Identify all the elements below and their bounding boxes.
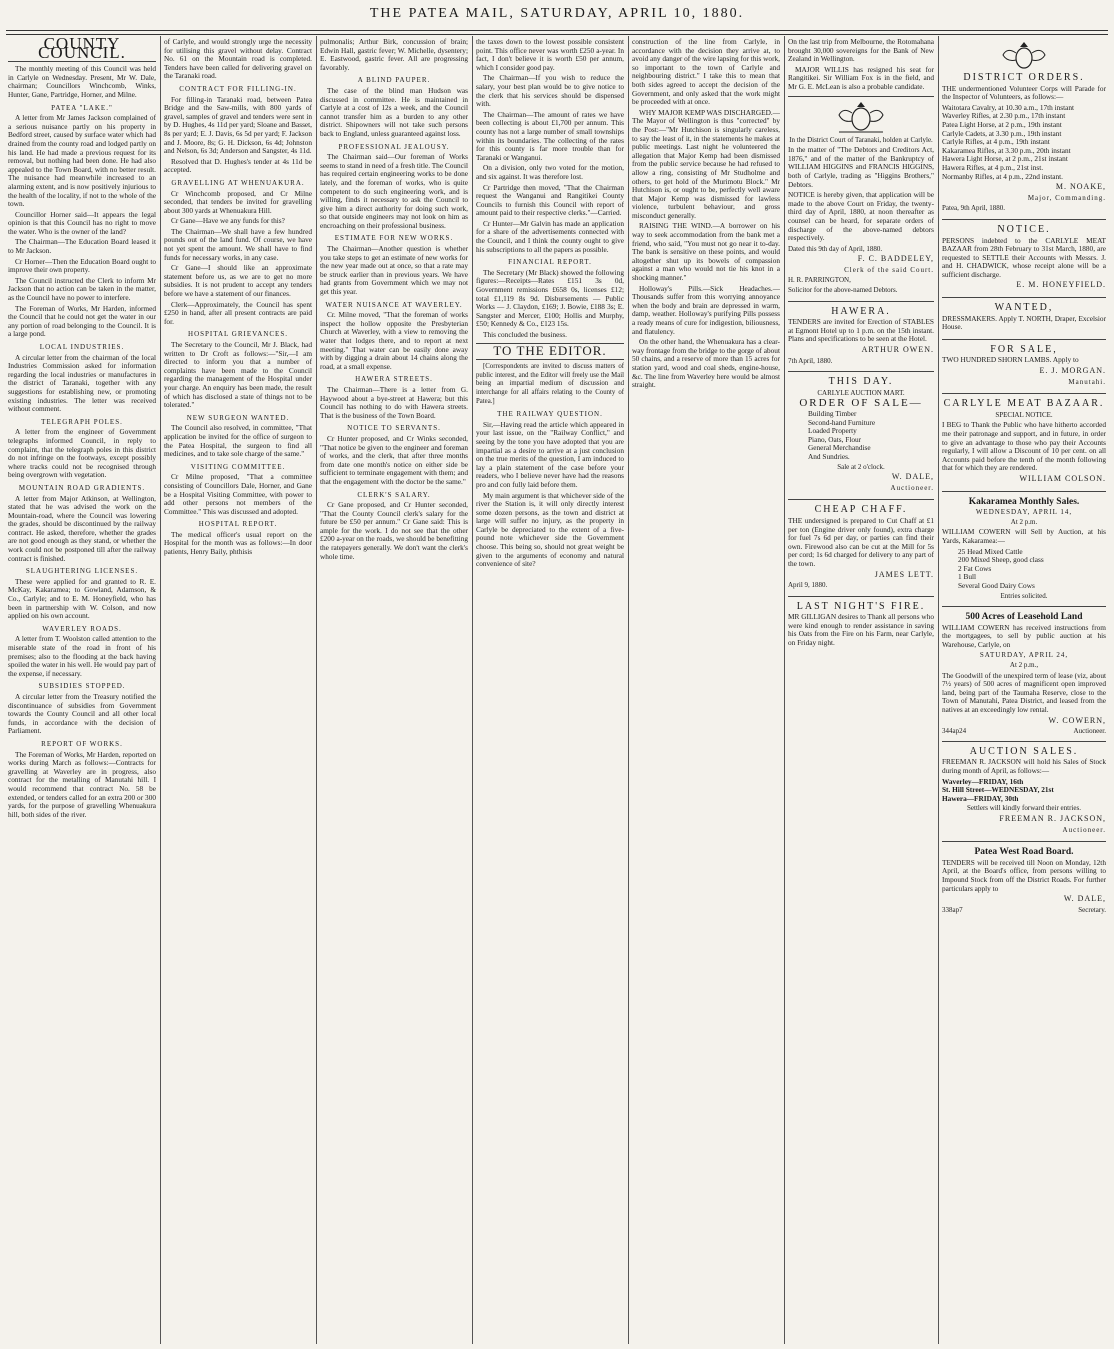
section-heading: CLERK'S SALARY. [357, 490, 431, 499]
section-heading: SUBSIDIES STOPPED. [38, 682, 126, 691]
article-paragraph: Clerk—Approximately, the Council has spent £250 in hand, after all present contracts are paid for. [164, 299, 312, 326]
sale-signature: E. J. MORGAN. [1039, 366, 1106, 376]
orders-role: Major, Commanding. [1027, 193, 1106, 202]
article-paragraph: The Chairman—There is a letter from G. Haywood about a bye-street at Hawera; but this Council has nothing to do with Hawera streets. That is the business of the Town Board. [320, 384, 468, 420]
article-paragraph: The Chairman—If you wish to reduce the salary, your best plan would be to give notice to the clerk that his services should be dispensed with. [476, 73, 624, 109]
article-paragraph: The case of the blind man Hudson was discussed in committee. He is maintained in Carlyle at a cost of 12s a week, and the Council cannot transfer him as a burden to any other district. Shipowners will not take such persons back to England, unless guaranteed against loss. [320, 85, 468, 138]
article-paragraph: Resolved that D. Hughes's tender at 4s 11d be accepted. [164, 156, 312, 175]
section-heading: A BLIND PAUPER. [357, 76, 431, 85]
article-paragraph: The Chairman—The amount of rates we have been collecting is about £1,700 per annum. This county has not a large number of small townships within its boundaries. The collecting of the rates for this county is far more trouble than for Taranaki or Wanganui. [476, 109, 624, 162]
bazaar-body: I BEG to Thank the Public who have hitherto accorded me their patronage and support, and in future, in order to give an advantage to those who pay their Accounts regularly, I will allow a Discount of 10 per cent. on all Accounts paid before the tenth of the month following that for which they are rendered. [942, 420, 1106, 473]
list-item: Piano, Oats, Flour [808, 434, 862, 444]
kaka-body: WILLIAM COWERN will Sell by Auction, at his Yards, Kakaramea:— [942, 527, 1106, 545]
article-paragraph: The Chairman—We shall have a few hundred pounds out of the land fund. Of course, we have not yet spent the amount. We shall have to find funds for necessary works, in any case. [164, 226, 312, 262]
bazaar-signature: WILLIAM COLSON. [1019, 473, 1106, 483]
road-body: TENDERS will be received till Noon on Monday, 12th April, at the Board's office, from persons willing to Impound Stock from off the District Roads. For further particulars apply to [942, 857, 1106, 893]
meat-bazaar-special-ad [942, 394, 1106, 491]
article-paragraph: Cr Winchcomb proposed, and Cr Milne seconded, that tenders be invited for gravelling about 300 yards at Whenuakura Hill. [164, 188, 312, 215]
article-paragraph: The Foreman of Works, Mr Harden, informed the Council that he could not get the water in our any portion of road belonging to the Council. It is a large pond. [8, 303, 156, 339]
column-2 [164, 38, 312, 1343]
section-heading: WAVERLEY ROADS. [42, 624, 122, 633]
notice-title: NOTICE. [997, 223, 1051, 235]
column-divider [628, 36, 629, 1344]
kakaramea-sales-ad [942, 492, 1106, 608]
section-heading: FINANCIAL REPORT. [508, 258, 592, 267]
lease-date: SATURDAY, APRIL 24, [979, 651, 1069, 660]
hawera-date: 7th April, 1880. [788, 356, 833, 365]
article-paragraph: The monthly meeting of this Council was held in Carlyle on Wednesday. Present, Mr W. Dale, chairman; Councillors Winchcomb, Winks, Hunter, Gane, Partridge, Horner, and Milne. [8, 64, 156, 99]
column-divider [472, 36, 473, 1344]
road-title: Patea West Road Board. [974, 847, 1074, 858]
lease-code: 344ap24 [942, 727, 967, 736]
list-item: Second-hand Furniture [808, 417, 876, 427]
article-paragraph: Cr Milne proposed, "That a committee consisting of Councillors Dale, Horner, and Gane be a Hospital Visiting Committee, with power to add other persons not members of the Committee." This was discussed and adopted. [164, 472, 312, 516]
notice-body: PERSONS indebted to the CARLYLE MEAT BAZAAR from 28th February to 31st March, 1880, are requested to SETTLE their Accounts with Messrs. J. and H. CHADWICK, whose receipt alone will be a sufficient discharge. [942, 235, 1106, 279]
section-heading: HOSPITAL GRIEVANCES. [188, 330, 288, 339]
section-heading: CONTRACT FOR FILLING-IN. [179, 84, 297, 93]
royal-crest-icon [994, 42, 1054, 72]
court-signature: F. C. BADDELEY, [857, 254, 934, 264]
road-role: Secretary. [1078, 905, 1106, 914]
article-paragraph: The Chairman—The Education Board leased it to Mr Jackson. [8, 237, 156, 256]
article-paragraph: On a division, only two voted for the motion, and six against. It was therefore lost. [476, 163, 624, 181]
column-divider [784, 36, 785, 1344]
column-5 [632, 38, 780, 1343]
kaka-date: WEDNESDAY, APRIL 14, [975, 508, 1073, 517]
list-item: Loaded Property [808, 426, 857, 436]
orders-date: Patea, 9th April, 1880. [942, 204, 1005, 213]
article-paragraph: A circular letter from the Treasury notified the discontinuance of subsidies from Government towards the County Council and all other local funds, in accordance with the decision of Parliament. [8, 691, 156, 736]
auction-mart-ad [788, 372, 934, 500]
article-paragraph: The Council instructed the Clerk to inform Mr Jackson that no action can be taken in the matter, as the Council have no power to interfere. [8, 275, 156, 303]
list-item: Kakaramea Rifles, at 3.30 p.m., 20th instant [942, 145, 1071, 155]
kaka-time: At 2 p.m. [1010, 517, 1038, 526]
article-paragraph: A letter from T. Woolston called attention to the miserable state of the road in front of his premises; also to the flooding at the back having spoiled the water in his well. He would pay part of the expense, if necessary. [8, 634, 156, 678]
bazaar-subtitle: SPECIAL NOTICE. [995, 410, 1053, 419]
article-paragraph: Councillor Horner said—It appears the legal opinion is that this Council has no right to move the water. Who is the owner of the land? [8, 209, 156, 236]
leasehold-land-ad [942, 607, 1106, 742]
hawera-title: HAWERA. [831, 305, 891, 317]
kaka-title: Kakaramea Monthly Sales. [968, 496, 1080, 507]
list-item: Waverley Rifles, at 2.30 p.m., 17th instant [942, 111, 1066, 121]
orders-signature: M. NOAKE, [1055, 182, 1106, 192]
article-paragraph: A circular letter from the chairman of the local Industries Commission asked for information regarding the local industries or manufactures in the district of Taranaki, together with any suggestions for establishing new, or promoting existing industries. The letter was received without comment. [8, 352, 156, 414]
auction-signature: FREEMAN R. JACKSON, [999, 813, 1106, 823]
sale-place: Manutahi. [1068, 377, 1106, 386]
article-paragraph: These were applied for and granted to R. E. McKay, Kakaramea; to Gowland, Adamson, & Co., Carlyle; and to E. M. Honeyfield, who has been in partnership with W. Colson, and now applied on his own account. [8, 576, 156, 621]
section-heading: LOCAL INDUSTRIES. [39, 343, 125, 351]
road-signature: W. DALE, [1063, 894, 1106, 904]
list-item: 2 Fat Cows [958, 563, 992, 573]
article-paragraph: This concluded the business. [483, 330, 567, 339]
article-paragraph: Cr Horner—Then the Education Board ought to improve their own property. [8, 256, 156, 275]
lease-role: Auctioneer. [1073, 727, 1106, 736]
article-paragraph: Sir,—Having read the article which appeared in your last issue, on the "Railway Conflict," and seeing by the tone you have adopted that you are impartial as a desire to arrive at a just conclusion on the true merits of the question, I am induced to lay a plain statement of the case before your readers, who I believe never have had the reasons pro and con fully laid before them. [476, 419, 624, 489]
auction-title: AUCTION SALES. [969, 745, 1079, 757]
editor-note: [Correspondents are invited to discuss matters of public interest, and the Editor will freely use the Mail being an impartial medium of discussion and interchange for all affairs relating to the County of Patea.] [476, 363, 624, 405]
section-heading: VISITING COMMITTEE. [190, 462, 286, 471]
kaka-items-list [942, 548, 1106, 591]
article-paragraph: A letter from the engineer of Government telegraphs informed Council, in reply to complaint, that the telegraph poles in this district do not infringe on the footways, except possibly where tracks could not be recognised through being overgrown with vegetation. [8, 427, 156, 480]
lease-time: At 2 p.m., [1009, 661, 1039, 670]
mart-title: THIS DAY. [828, 376, 894, 388]
auction-sales-ad [942, 742, 1106, 842]
chaff-date: April 9, 1880. [788, 581, 828, 590]
list-item: St. Hill Street—WEDNESDAY, 21st [942, 785, 1054, 795]
orders-list [942, 104, 1106, 181]
lease-signature: W. COWERN, [1048, 715, 1106, 725]
list-item: Patea Light Horse, at 2 p.m., 19th instant [942, 119, 1062, 129]
list-item: Waitotara Cavalry, at 10.30 a.m., 17th instant [942, 102, 1075, 112]
auction-settlers: Settlers will kindly forward their entries. [967, 804, 1081, 813]
mart-role: Auctioneer. [890, 483, 934, 492]
column-divider [938, 36, 939, 1344]
wanted-title: WANTED, [994, 302, 1054, 314]
article-paragraph: On the other hand, the Whenuakura has a clear-way frontage from the bridge to the gorge of about 50 chains, and a reserve of more than 15 acres for station yard, wood and coal sheds, engine-house, &c. The line from Waverley here would be almost straight. [632, 337, 780, 390]
auction-list [942, 778, 1106, 804]
cheap-chaff-ad [788, 500, 934, 596]
article-paragraph: the taxes down to the lowest possible consistent point. This office never was worth £250 a-year. In fact, I don't believe it is worth £50 per annum, which I consider good pay. [476, 38, 624, 72]
county-council-title: COUNTY COUNCIL. [38, 38, 126, 62]
section-heading: PATEA "LAKE." [51, 103, 113, 112]
section-heading: REPORT OF WORKS. [41, 739, 123, 748]
article-paragraph: A letter from Mr James Jackson complained of a serious nuisance partly on his property in Bedford street, caused by surface water which had drained from the county road and lodged partly on his land. He had made a previous request for its removal, but nothing had been done. He had also appealed to the Town Board, with no better result. The nuisance had meanwhile increased to an alarming extent, and is now positively injurious to the health of the locality, if not to the whole of the town. [8, 113, 156, 209]
district-orders-ad [942, 38, 1106, 220]
section-heading: HAWERA STREETS. [355, 375, 433, 384]
column-divider [316, 36, 317, 1344]
masthead-rule-2 [6, 34, 1108, 35]
article-paragraph: My main argument is that whichever side of the river the Station is, it will only directly interest some dozen persons, as the town and district at large will suffer no injury, as the property in Carlyle be depreciated to the extent of a five-pound note whichever side the Government choose. This being so, should not great weight be given to the arguments of economy and natural convenience of site? [476, 490, 624, 569]
auction-body: FREEMAN R. JACKSON will hold his Sales of Stock during month of April, as follows:— [942, 757, 1106, 775]
section-heading: SLAUGHTERING LICENSES. [25, 567, 139, 576]
article-paragraph: The Secretary (Mr Black) showed the following figures:—Receipts—Rates £151 3s 0d, Government remissions £658 0s, licenses £12; total £1,119 8s 9d. Disbursements — Public Works — J. Claydon, £169; J. Bowie, £188 3s; E. Sangster and Mercer, £100; Hollis and Murphy, £50; Kennedy & Co., £123 15s. [476, 267, 624, 329]
road-board-ad [942, 842, 1106, 919]
article-paragraph: A letter from Major Atkinson, at Wellington, stated that he was advised the work on the Mountain-road, where the Council was lowering the grades, should be discontinued by the railway contract. He asked, therefore, whether the grades are not good enough as they stand, or whether the work could not be postponed till after the railway contract is finished. [8, 493, 156, 563]
hawera-signature: ARTHUR OWEN. [861, 345, 934, 355]
column-4 [476, 38, 624, 1343]
article-paragraph: Cr Gane—I should like an approximate statement before us, as we are to get no more subsidies. It is not prudent to accept any tenders before we have a statement of our finances. [164, 263, 312, 299]
court-solicitor-role: Solicitor for the above-named Debtors. [788, 286, 898, 295]
wanted-ad [942, 298, 1106, 340]
kaka-entries: Entries solicited. [1000, 591, 1048, 600]
road-code: 338ap7 [942, 905, 963, 914]
list-item: Hawera Light Horse, at 2 p.m., 21st instant [942, 154, 1068, 164]
mart-subtitle: CARLYLE AUCTION MART. [817, 388, 905, 397]
list-item: General Merchandise [808, 443, 871, 453]
article-paragraph: MAJOR WILLIS has resigned his seat for Rangitikei. Sir William Fox is in the field, and Mr G. E. McLean is also a probable candidate. [788, 64, 934, 91]
article-paragraph: Cr. Milne moved, "That the foreman of works inspect the hollow opposite the Presbyterian Church at Waverley, with a view to removing the water that lodges there, and to report at next meeting." That water can be easily done away with by digging a drain about 14 chains along the road, at a small expense. [320, 310, 468, 371]
list-item: Hawera—FRIDAY, 30th [942, 793, 1019, 803]
column-6 [788, 38, 934, 1343]
article-paragraph: The Chairman—Another question is whether you take steps to get an estimate of new works for the new year made out at once, so that a rate may be struck earlier than in previous years. We have had grants from Government which we may not get this year. [320, 244, 468, 297]
sale-title: FOR SALE, [990, 343, 1058, 355]
article-paragraph: The Chairman said—Our foreman of Works seems to stand in need of a fresh title. The Council has required certain engineering works to be done lately, and the foreman of works, who is quite competent to do such engineering work, and is willing, finds it necessary to ask the Council to give him a direct authority for doing such work, so that outside engineers may not look on him as encroaching on their professional business. [320, 152, 468, 230]
last-nights-fire-ad [788, 597, 934, 655]
section-heading: THE RAILWAY QUESTION. [497, 410, 603, 419]
hawera-body: TENDERS are invited for Erection of STABLES at Egmont Hotel up to 1 p.m. on the 15th instant. Plans and specifications to be seen at the Hotel. [788, 317, 934, 344]
notice-signature: E. M. HONEYFIELD. [1016, 280, 1106, 290]
wanted-body: DRESSMAKERS. Apply T. NORTH, Draper, Excelsior House. [942, 313, 1106, 332]
orders-title: DISTRICT ORDERS. [963, 72, 1085, 83]
court-title: In the District Court of Taranaki, holden at Carlyle. [789, 135, 933, 144]
article-paragraph: WHY MAJOR KEMP WAS DISCHARGED.—The Mayor of Wellington is thus "corrected" by the Post:—"Mr Hutchison is singularly careless, to say the least of it, in the statements he makes at public meetings. Last night he volunteered the allegation that Major Kemp had been dismissed from the public service because he had refused to allow a ring, consisting of Mr Studholme and others, to get hold of the Murimotu Block." Mr Hutchison is, or ought to be, perfectly well aware that Major Kemp was dismissed for lawless violence, turbulent behaviour, and gross misconduct generally. [632, 107, 780, 220]
chaff-body: THE undersigned is prepared to Cut Chaff at £1 per ton (Engine driver only found), extra charge for fuel 7s 6d per day, or parties can find their own. Firewood also can be cut at the Mill for 5s per cord; 1s 6d charged for delivery to any part of the town. [788, 515, 934, 568]
list-item: 200 Mixed Sheep, good class [958, 555, 1044, 565]
chaff-signature: JAMES LETT. [874, 569, 934, 579]
lease-body: WILLIAM COWERN has received instructions from the mortgagees, to sell by public auction at his Warehouse, Carlyle, on [942, 622, 1106, 649]
article-paragraph: The medical officer's usual report on the Hospital for the month was as follows:—In door patients, Henry Baily, phthisis [164, 529, 312, 557]
article-paragraph: RAISING THE WIND.—A borrower on his way to seek accommodation from the bank met a friend, who said, "You must not go near it to-day. The bank is sensitive on these points, and would altogether shut up its bowels of compassion against a man who would not tie his knot in a shocking manner." [632, 221, 780, 283]
mart-items-list [788, 410, 934, 462]
article-paragraph: Cr Hunter proposed, and Cr Winks seconded, "That notice be given to the engineer and foreman of works, and the clerk, that after three months from date one month's notice on either side be sufficient to terminate engagement with them; and that the engagement with the doctor be the same." [320, 433, 468, 486]
list-item: Carlyle Rifles, at 4 p.m., 19th instant [942, 137, 1050, 147]
list-item: And Sundries. [808, 451, 850, 461]
column-3 [320, 38, 468, 1343]
meat-bazaar-notice [942, 220, 1106, 298]
article-paragraph: pulmonalis; Arthur Birk, concussion of brain; Edwin Hall, gastric fever; W. Michelle, dysentery; E. Eastwood, gastric fever. All are progressing favorably. [320, 38, 468, 72]
masthead: THE PATEA MAIL, SATURDAY, APRIL 10, 1880. [369, 6, 745, 21]
article-paragraph: Cr Partridge then moved, "That the Chairman request the Wanganui and Rangitikei County Councils to furnish this Council with report of amount paid to their respective clerks."—Carried. [476, 182, 624, 218]
list-item: Several Good Dairy Cows [958, 580, 1035, 590]
section-heading: HOSPITAL REPORT. [198, 520, 278, 529]
district-court-notice [788, 96, 934, 302]
list-item: Hawera Rifles, at 4 p.m., 21st inst. [942, 162, 1044, 172]
bazaar-title: CARLYLE MEAT BAZAAR. [943, 398, 1105, 410]
mart-signature: W. DALE, [891, 472, 934, 482]
mart-time: Sale at 2 o'clock. [837, 462, 885, 471]
list-item: 25 Head Mixed Cattle [958, 546, 1023, 556]
list-item: Carlyle Cadets, at 3.30 p.m., 19th instant [942, 128, 1062, 138]
section-heading: MOUNTAIN ROAD GRADIENTS. [18, 483, 146, 492]
article-paragraph: For filling-in Taranaki road, between Patea Bridge and the Saw-mills, with 800 yards of gravel, samples of gravel and tenders were sent in by D. Hughes, 4s 11d per yard; Sloane and Basset, 8s per yard; E. J. Davis, 6s 5d per yard; F. Jackson and J. Moore, 8s; G. H. Dickson, 6s 4d; Johnston and Nelson, 6s 3d; Anderson and Sangster, 4s 11d. [164, 94, 312, 156]
court-solicitor: H. R. PARRINGTON, [788, 276, 851, 285]
column-1 [8, 38, 156, 1343]
article-paragraph: construction of the line from Carlyle, in accordance with the decision they arrive at, to avoid any danger of the wire lapsing for this work, so important to the town of Carlyle and neighbouring district." I take this to mean that both sides agreed to accept the decision of the Government, and only asked that the work might be proceeded with at once. [632, 38, 780, 107]
section-heading: WATER NUISANCE AT WAVERLEY. [325, 300, 463, 309]
hawera-tender-ad [788, 302, 934, 373]
to-the-editor-title: TO THE EDITOR. [493, 342, 607, 358]
mart-order: ORDER OF SALE— [799, 397, 923, 410]
lease-body-2: The Goodwill of the unexpired term of lease (viz, about 7½ years) of 500 acres of magnificent open improved land, being part of the Taumaha Reserve, close to the Town of Manutahi, Patea District, and leased from the natives at an exceedingly low rental. [942, 670, 1106, 715]
article-paragraph: Cr Hunter—Mr Galvin has made an application for a share of the advertisements connected with the Council, and I think the county ought to give his subscriptions to all the papers as possible. [476, 218, 624, 254]
fire-body: MR GILLIGAN desires to Thank all persons who were kind enough to render assistance in saving his Oats from the Fire on his Farm, near Carlyle, on Friday night. [788, 612, 934, 648]
list-item: Waverley—FRIDAY, 16th [942, 776, 1024, 786]
lease-title: 500 Acres of Leasehold Land [965, 612, 1083, 623]
article-paragraph: On the last trip from Melbourne, the Rotomahana brought 30,000 sovereigns for the Bank of New Zealand in Wellington. [788, 38, 934, 64]
orders-body: THE undermentioned Volunteer Corps will Parade for the Inspector of Volunteers, as follows:— [942, 83, 1106, 102]
fire-title: LAST NIGHT'S FIRE. [796, 600, 926, 612]
column-divider [160, 36, 161, 1344]
section-heading: PROFESSIONAL JEALOUSY. [338, 142, 450, 151]
masthead-rule [6, 30, 1108, 31]
for-sale-ad [942, 340, 1106, 394]
article-paragraph: Holloway's Pills.—Sick Headaches.—Thousands suffer from this worrying annoyance when the body and brain are depressed in warm, damp, weather. Holloway's purifying Pills possess a ready means of cure for indigestion, biliousness, and flatulency. [632, 283, 780, 336]
court-dated: Dated this 9th day of April, 1880. [788, 244, 883, 253]
section-heading: GRAVELLING AT WHENUAKURA. [171, 178, 305, 187]
list-item: Building Timber [808, 409, 857, 418]
article-paragraph: of Carlyle, and would strongly urge the necessity for utilising this gravel without delay. Contract No. 61 on the Mountain road is completed. Tenders have been called for delivering gravel on the Taranaki road. [164, 38, 312, 81]
court-body: In the matter of "The Debtors and Creditors Act, 1876," and of the matter of the Bankruptcy of WILLIAM HIGGINS and FRANCIS HIGGINS, both of Carlyle, trading as "Higgins Brothers," Debtors. [788, 145, 934, 189]
article-paragraph: Cr Gane—Have we any funds for this? [171, 216, 285, 226]
list-item: Normanby Rifles, at 4 p.m., 22nd instant. [942, 171, 1063, 181]
column-7 [942, 38, 1106, 1343]
section-heading: TELEGRAPH POLES. [41, 417, 123, 426]
section-heading: NEW SURGEON WANTED. [186, 413, 290, 422]
chaff-title: CHEAP CHAFF. [814, 504, 908, 516]
auction-role: Auctioneer. [1062, 825, 1106, 834]
article-paragraph: Cr Gane proposed, and Cr Hunter seconded, "That the County Council clerk's salary for the future be £50 per annum." Cr Gane said: This is ample for the work. I do not see that the other £200 a-year on the roads, we should be benefitting the ratepayers generally. We don't want the clerk's whole time. [320, 500, 468, 561]
section-heading: NOTICE TO SERVANTS. [347, 424, 441, 433]
section-heading: ESTIMATE FOR NEW WORKS. [334, 234, 454, 243]
article-paragraph: The Council also resolved, in committee, "That application be invited for the office of surgeon to the Patea Hospital, the surgeon to find all medicines, and to take sole charge of the same." [164, 423, 312, 459]
royal-crest-icon [831, 101, 891, 135]
sale-body: TWO HUNDRED SHORN LAMBS. Apply to [942, 355, 1079, 365]
court-notice-body: NOTICE is hereby given, that application will be made to the above Court on Friday, the twenty-third day of April, 1880, at noon thereafter as counsel can be heard, for separate orders of discharge of the above-named debtors respectively. [788, 190, 934, 243]
article-paragraph: The Secretary to the Council, Mr J. Black, had written to Dr Croft as follows:—"Sir,—I am directed to inform you that a number of complaints have been made to the Council regarding the management of the Hospital under your charge. An enquiry has been made, the result of which has disclosed a state of things not to be tolerated." [164, 340, 312, 410]
court-signature-role: Clerk of the said Court. [844, 265, 934, 274]
article-paragraph: The Foreman of Works, Mr Harden, reported on works during March as follows:—Contracts for gravelling at Waverley are in progress, also contract for the metalling of Manutahi hill. I would recommend that contract No. 58 be extended, or tenders called for an extra 200 or 300 yards, for the purpose of gravelling Whenuakura hill, both sides of the river. [8, 749, 156, 819]
list-item: 1 Bull [958, 572, 977, 582]
